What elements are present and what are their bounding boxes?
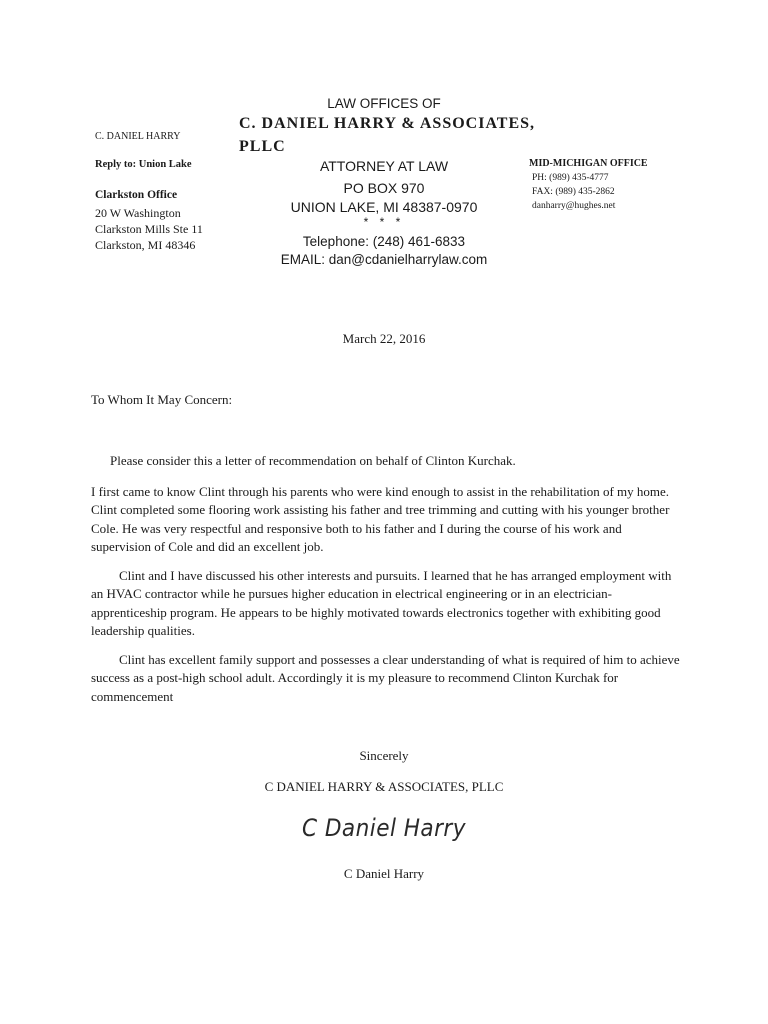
- telephone-line: Telephone: (248) 461-6833: [302, 234, 466, 249]
- clarkston-address-line-3: Clarkston, MI 48346: [95, 238, 196, 252]
- city-state-zip: UNION LAKE, MI 48387-0970: [290, 199, 478, 215]
- firm-name-line-1: C. DANIEL HARRY & ASSOCIATES,: [239, 115, 536, 132]
- mid-michigan-office-title: MID-MICHIGAN OFFICE: [529, 158, 648, 169]
- paragraph-4: Clint has excellent family support and possesses a clear understanding of what is required of him to achieve success as a post-high school adult. Accordingly it is my pleasure to recommend Clinton Kurchak for commencement: [91, 652, 680, 704]
- law-offices-heading: LAW OFFICES OF: [327, 96, 441, 111]
- signer-name: C Daniel Harry: [343, 866, 425, 881]
- closing-firm-name: C DANIEL HARRY & ASSOCIATES, PLLC: [264, 779, 504, 794]
- po-box: PO BOX 970: [343, 180, 425, 196]
- attorney-name-left: C. DANIEL HARRY: [95, 131, 181, 142]
- paragraph-3: Clint and I have discussed his other interests and pursuits. I learned that he has arranged employment with an HVAC contractor while he pursues higher education in electrical engineering or in an electrician-apprenticeship program. He appears to be highly motivated towards electronics together with exhibiting good leadership qualities.: [91, 568, 672, 638]
- mid-michigan-email: danharry@hughes.net: [532, 201, 616, 211]
- firm-name-line-2: PLLC: [239, 138, 286, 155]
- separator-stars: * * *: [363, 215, 405, 229]
- reply-to-note: Reply to: Union Lake: [95, 159, 192, 170]
- attorney-at-law: ATTORNEY AT LAW: [319, 158, 449, 174]
- handwritten-signature: C Daniel Harry: [302, 814, 466, 842]
- closing-sincerely: Sincerely: [359, 748, 409, 763]
- mid-michigan-phone: PH: (989) 435-4777: [532, 173, 609, 183]
- salutation: To Whom It May Concern:: [91, 392, 233, 407]
- paragraph-1: Please consider this a letter of recommendation on behalf of Clinton Kurchak.: [110, 453, 516, 468]
- mid-michigan-fax: FAX: (989) 435-2862: [532, 187, 615, 197]
- clarkston-address-line-2: Clarkston Mills Ste 11: [95, 222, 203, 236]
- clarkston-office-title: Clarkston Office: [95, 189, 178, 201]
- letter-date: March 22, 2016: [342, 331, 426, 346]
- clarkston-address-line-1: 20 W Washington: [95, 206, 181, 220]
- email-line: EMAIL: dan@cdanielharrylaw.com: [280, 252, 488, 267]
- paragraph-2: I first came to know Clint through his parents who were kind enough to assist in the rehabilitation of my home. Clint completed some flooring work assisting his father and tree trimming and cutting with his younger brother Cole. He was very respectful and responsive both to his father and I during the course of his work and supervision of Cole and did an excellent job.: [91, 484, 670, 554]
